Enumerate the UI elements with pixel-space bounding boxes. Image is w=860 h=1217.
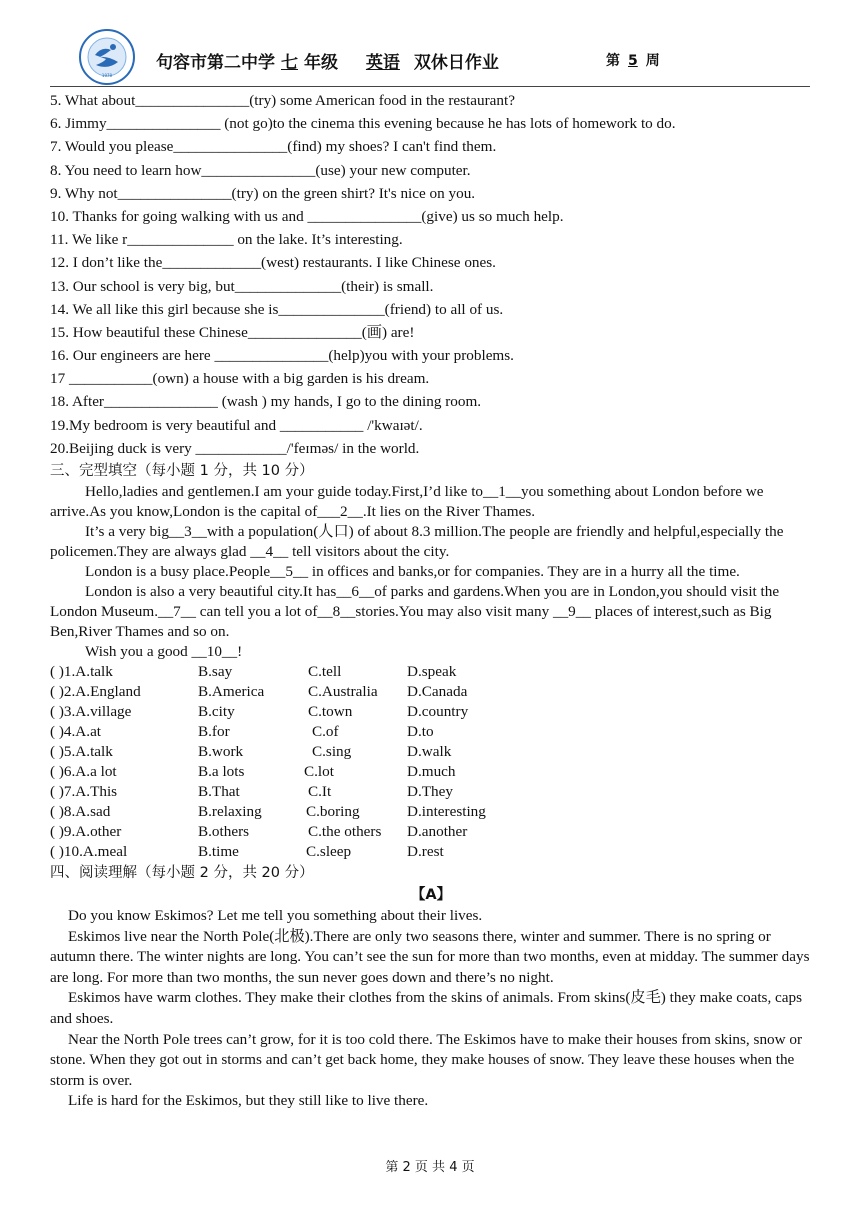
option-row	[50, 782, 812, 802]
fill-in-item: 12. I don’t like the_____________(west) restaurants. I like Chinese ones.	[50, 254, 496, 272]
cloze-paragraph: Hello,ladies and gentlemen.I am your guide today.First,I’d like to__1__you something about London before we arrive.As you know,London is the capital of___2__.It lies on the River Thames.	[50, 483, 764, 520]
week-value: 5	[628, 53, 638, 69]
option-d: D.much	[407, 763, 456, 780]
reading-paragraph: Life is hard for the Eskimos, but they still like to live there.	[68, 1092, 429, 1110]
reading-part-label: 【A】	[410, 887, 452, 903]
option-b: B.a lots	[198, 763, 245, 780]
option-a: ( )3.A.village	[50, 703, 132, 720]
fill-in-item: 15. How beautiful these Chinese_______________(画) are!	[50, 323, 415, 341]
cloze-paragraph: London is a busy place.People__5__ in offices and banks,or for companies. They are in a hurry all the time.	[85, 563, 740, 580]
fill-in-item: 14. We all like this girl because she is______________(friend) to all of us.	[50, 300, 504, 318]
option-a: ( )4.A.at	[50, 723, 102, 740]
grade-suffix: 年级	[304, 53, 338, 73]
fill-in-item: 18. After_______________ (wash ) my hands, I go to the dining room.	[50, 393, 482, 411]
option-d: D.rest	[407, 843, 444, 860]
reading-paragraph: Near the North Pole trees can’t grow, for it is too cold there. The Eskimos have to make their houses from skins, snow or stone. When they got out in storms and can’t get back home, they make houses of snow. They leave these houses when the storm is over.	[50, 1030, 803, 1089]
option-c: C.tell	[308, 663, 342, 680]
option-d: D.another	[407, 823, 468, 840]
fill-in-item: 16. Our engineers are here _______________(help)you with your problems.	[50, 347, 514, 365]
fill-in-item: 7. Would you please_______________(find) my shoes? I can't find them.	[50, 138, 497, 156]
cloze-paragraph: London is also a very beautiful city.It has__6__of parks and gardens.When you are in London,you should visit the London Museum.__7__ can tell you a lot of__8__stories.You may also visit many __9__ places of interest,such as Big Ben,River Thames and so on.	[50, 583, 780, 640]
cloze-paragraph: It’s a very big__3__with a population(人口) of about 8.3 million.The people are friendly and helpful,especially the policemen.They are always glad __4__ tell visitors about the city.	[50, 523, 784, 560]
subject-value: 英语	[365, 53, 400, 73]
option-b: B.time	[198, 843, 239, 860]
option-a: ( )1.A.talk	[50, 663, 113, 680]
option-b: B.America	[198, 683, 265, 700]
option-a: ( )2.A.England	[50, 683, 141, 700]
reading-paragraph: Eskimos live near the North Pole(北极).There are only two seasons there, winter and summer. There is no spring or autumn there. The winter nights are long. You can’t see the sun for more than two months, even at midday. The summer days are long. For more than two months, the sun never goes down and there’s no night.	[50, 927, 810, 986]
cloze-passage	[50, 482, 812, 662]
option-a: ( )6.A.a lot	[50, 763, 117, 780]
fill-in-item: 6. Jimmy_______________ (not go)to the cinema this evening because he has lots of homework to do.	[50, 115, 676, 133]
option-d: D.speak	[407, 663, 457, 680]
section4-title: 四、阅读理解（每小题 2 分，共 20 分）	[50, 865, 314, 881]
option-b: B.That	[198, 783, 240, 800]
fill-in-item: 17 ___________(own) a house with a big garden is his dream.	[50, 370, 430, 388]
option-c: C.of	[312, 723, 339, 740]
option-b: B.relaxing	[198, 803, 262, 820]
option-b: B.city	[198, 703, 235, 720]
option-a: ( )10.A.meal	[50, 843, 128, 860]
school-logo-icon	[78, 28, 136, 86]
option-b: B.work	[198, 743, 244, 760]
week-suffix: 周	[645, 53, 660, 69]
option-a: ( )8.A.sad	[50, 803, 111, 820]
fill-in-item: 19.My bedroom is very beautiful and ___________ /'kwaɪət/.	[50, 416, 423, 434]
fill-in-item: 20.Beijing duck is very ____________/'feɪməs/ in the world.	[50, 439, 420, 457]
option-a: ( )5.A.talk	[50, 743, 113, 760]
option-c: C.Australia	[308, 683, 378, 700]
option-d: D.They	[407, 783, 453, 800]
worksheet-content	[50, 89, 812, 1112]
option-c: C.the others	[308, 823, 382, 840]
homework-label: 双休日作业	[413, 53, 499, 73]
header-divider	[50, 86, 810, 87]
option-c: C.lot	[304, 763, 334, 780]
option-row	[50, 822, 812, 842]
option-b: B.for	[198, 723, 230, 740]
cloze-options	[50, 662, 812, 862]
option-row	[50, 742, 812, 762]
fill-in-item: 9. Why not_______________(try) on the green shirt? It's nice on you.	[50, 184, 476, 202]
fill-in-item: 11. We like r______________ on the lake. It’s interesting.	[50, 231, 403, 249]
option-c: C.boring	[306, 803, 360, 820]
fill-in-item: 8. You need to learn how_______________(use) your new computer.	[50, 161, 471, 179]
option-c: C.It	[308, 783, 332, 800]
grade-value: 七	[281, 53, 298, 73]
fill-in-item: 10. Thanks for going walking with us and _______________(give) us so much help.	[50, 207, 564, 225]
option-row	[50, 842, 812, 862]
option-b: B.say	[198, 663, 233, 680]
fill-in-item: 13. Our school is very big, but______________(their) is small.	[50, 277, 434, 295]
header-title	[156, 48, 499, 73]
option-d: D.interesting	[407, 803, 486, 820]
option-row	[50, 702, 812, 722]
fill-in-section	[50, 89, 812, 460]
option-d: D.country	[407, 703, 469, 720]
option-a: ( )9.A.other	[50, 823, 122, 840]
option-a: ( )7.A.This	[50, 783, 118, 800]
option-row	[50, 682, 812, 702]
reading-paragraph: Eskimos have warm clothes. They make their clothes from the skins of animals. From skins(皮毛) they make coats, caps and shoes.	[50, 989, 803, 1027]
reading-paragraph: Do you know Eskimos? Let me tell you something about their lives.	[68, 907, 483, 924]
option-row	[50, 722, 812, 742]
option-c: C.town	[308, 703, 353, 720]
cloze-paragraph: Wish you a good __10__!	[85, 643, 243, 660]
option-d: D.to	[407, 723, 434, 740]
reading-passage	[50, 906, 812, 1112]
section3-title: 三、完型填空（每小题 1 分，共 10 分）	[50, 463, 314, 479]
option-c: C.sleep	[306, 843, 352, 860]
option-d: D.walk	[407, 743, 452, 760]
option-row	[50, 802, 812, 822]
option-b: B.others	[198, 823, 250, 840]
option-d: D.Canada	[407, 683, 468, 700]
page-footer: 第 2 页 共 4 页	[385, 1160, 475, 1175]
week-label	[606, 50, 660, 70]
school-name: 句容市第二中学	[156, 53, 275, 73]
page-header	[78, 28, 810, 86]
option-row	[50, 662, 812, 682]
fill-in-item: 5. What about_______________(try) some American food in the restaurant?	[50, 92, 515, 109]
option-c: C.sing	[312, 743, 352, 760]
option-row	[50, 762, 812, 782]
week-prefix: 第	[606, 53, 620, 69]
svg-text:1978: 1978	[101, 73, 113, 78]
